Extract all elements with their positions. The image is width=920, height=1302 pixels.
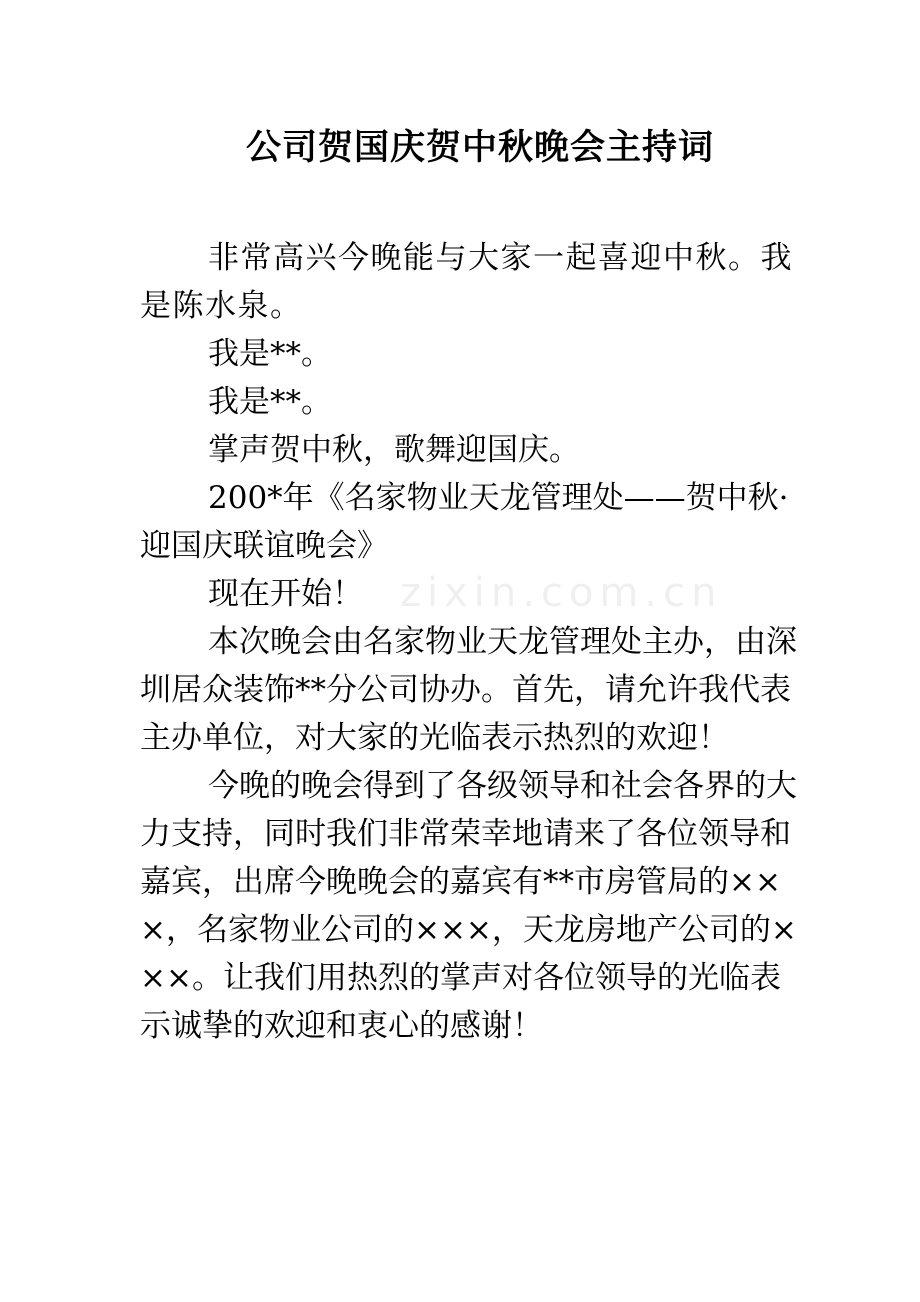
paragraph-1: 非常高兴今晚能与大家一起喜迎中秋。我是陈水泉。	[140, 240, 793, 324]
paragraph-3: 我是**。	[208, 384, 332, 420]
paragraph-8: 今晚的晚会得到了各级领导和社会各界的大力支持，同时我们非常荣幸地请来了各位领导和嘉宾，出席今晚晚会的嘉宾有**市房管局的×××，名家物业公司的×××，天龙房地产公司的×××。让我们用热烈的掌声对各位领导的光临表示诚挚的欢迎和衷心的感谢！	[140, 768, 797, 1044]
document-title: 公司贺国庆贺中秋晚会主持词	[245, 128, 714, 168]
paragraph-4: 掌声贺中秋，歌舞迎国庆。	[208, 432, 580, 468]
document-body	[140, 234, 800, 1050]
paragraph-7: 本次晚会由名家物业天龙管理处主办，由深圳居众装饰**分公司协办。首先，请允许我代表主办单位，对大家的光临表示热烈的欢迎！	[140, 624, 797, 756]
watermark-text: zixin.com.cn	[400, 570, 723, 616]
paragraph-5: 200*年《名家物业天龙管理处——贺中秋·迎国庆联谊晚会》	[140, 480, 789, 564]
paragraph-2: 我是**。	[208, 336, 332, 372]
paragraph-6: 现在开始！	[208, 576, 363, 612]
